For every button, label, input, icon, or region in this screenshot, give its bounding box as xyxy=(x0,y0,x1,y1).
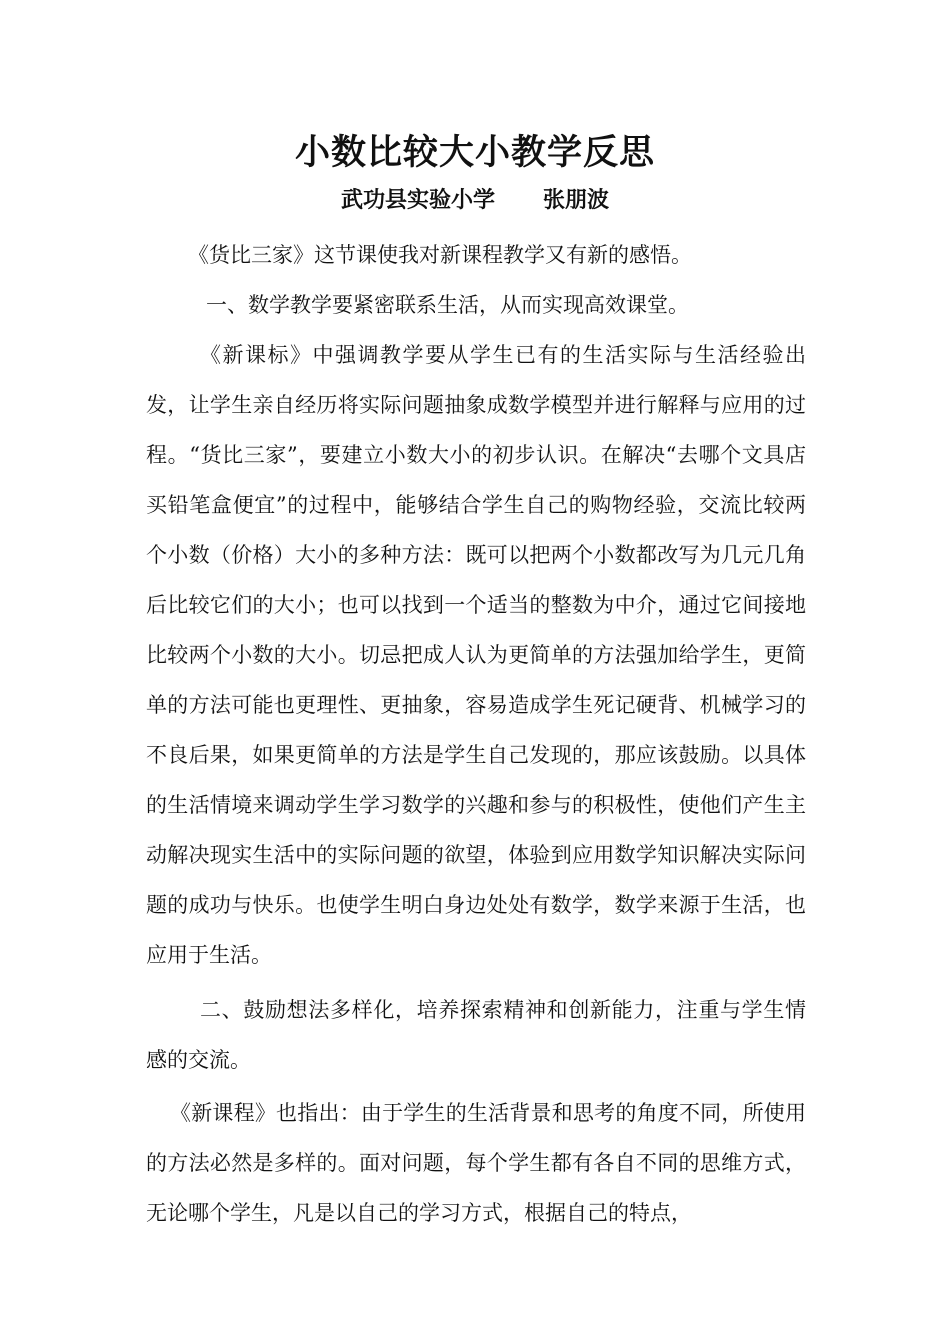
body-paragraph-1: 《新课标》中强调教学要从学生已有的生活实际与生活经验出发，让学生亲自经历将实际问题抽象成数学模型并进行解释与应用的过程。“货比三家”，要建立小数大小的初步认识。在解决“去哪个文具店买铅笔盒便宜”的过程中，能够结合学生自己的购物经验，交流比较两个小数（价格）大小的多种方法：既可以把两个小数都改写为几元几角后比较它们的大小；也可以找到一个适当的整数为中介，通过它间接地比较两个小数的大小。切忌把成人认为更简单的方法强加给学生，更简单的方法可能也更理性、更抽象，容易造成学生死记硬背、机械学习的不良后果，如果更简单的方法是学生自己发现的，那应该鼓励。以具体的生活情境来调动学生学习数学的兴趣和参与的积极性，使他们产生主动解决现实生活中的实际问题的欲望，体验到应用数学知识解决实际问题的成功与快乐。也使学生明白身边处处有数学，数学来源于生活，也应用于生活。 xyxy=(146,343,806,967)
section-heading-1: 一、数学教学要紧密联系生活，从而实现高效课堂。 xyxy=(206,293,689,317)
body-paragraph-2: 《新课程》也指出：由于学生的生活背景和思考的角度不同，所使用的方法必然是多样的。面对问题，每个学生都有各自不同的思维方式，无论哪个学生，凡是以自己的学习方式，根据自己的特点， xyxy=(146,1101,806,1225)
section-heading-2: 二、鼓励想法多样化，培养探索精神和创新能力，注重与学生情感的交流。 xyxy=(146,998,806,1072)
intro-paragraph: 《货比三家》这节课使我对新课程教学又有新的感悟。 xyxy=(188,243,692,267)
school-name: 武功县实验小学 xyxy=(340,187,495,213)
author-line xyxy=(0,183,950,217)
page-title: 小数比较大小教学反思 xyxy=(294,132,655,173)
author-name: 张朋波 xyxy=(543,187,610,213)
document-body xyxy=(146,230,806,1238)
